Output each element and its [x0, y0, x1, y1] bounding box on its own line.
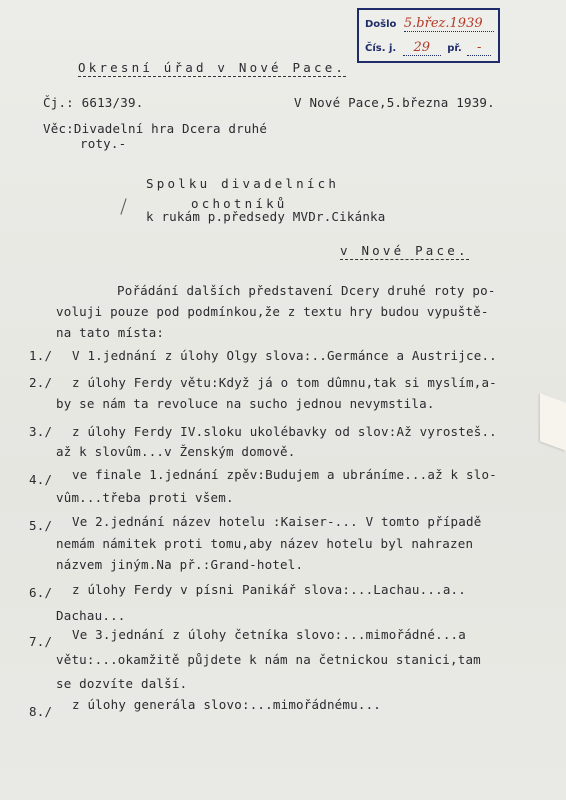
item-number: 5./ [29, 518, 53, 533]
item-line: větu:...okamžitě půjdete k nám na četnickou stanici,tam [56, 652, 481, 667]
item-number: 4./ [29, 472, 53, 487]
subject-line-2: roty.- [80, 136, 127, 151]
place-date: V Nové Pace,5.března 1939. [294, 95, 495, 110]
stamp-received-label: Došlo [365, 19, 397, 30]
item-line: z úlohy Ferdy v písni Panikář slova:...Lachau...a.. [72, 582, 467, 597]
stamp-number-label: Čís. j. [365, 43, 397, 54]
stamp-number-value: 29 [403, 40, 441, 56]
paper-tab [540, 393, 566, 450]
item-line: V 1.jednání z úlohy Olgy slova:..Germánce a Austrijce.. [72, 348, 497, 363]
intro-line-1: Pořádání dalších představení Dcery druhé roty po- [117, 283, 496, 298]
item-number: 1./ [29, 348, 53, 363]
item-line: Dachau... [56, 608, 126, 623]
item-number: 7./ [29, 634, 53, 649]
item-line: Ve 2.jednání název hotelu :Kaiser-... V tomto případě [72, 514, 482, 529]
reference-number: Čj.: 6613/39. [43, 95, 144, 110]
received-stamp [357, 8, 500, 63]
item-number: 2./ [29, 375, 53, 390]
item-line: ve finale 1.jednání zpěv:Budujem a ubráníme...až k slo- [72, 467, 497, 482]
stamp-attachment-label: př. [447, 43, 462, 54]
item-line: z úlohy Ferdy IV.sloku ukolébavky od slov:Až vyrosteš.. [72, 424, 497, 439]
pencil-mark [120, 198, 126, 214]
addressee-line-2: ochotníků [191, 196, 288, 211]
addressee-line-3: k rukám p.předsedy MVDr.Cikánka [146, 209, 386, 224]
item-line: názvem jiným.Na př.:Grand-hotel. [56, 557, 304, 572]
item-line: se dozvíte další. [56, 676, 188, 691]
item-line: vûm...třeba proti všem. [56, 490, 234, 505]
item-line: nemám námitek proti tomu,aby název hotelu byl nahrazen [56, 536, 474, 551]
stamp-attachment-value: - [467, 40, 491, 56]
intro-line-2: voluji pouze pod podmínkou,že z textu hry budou vypuště- [56, 304, 489, 319]
stamp-received-date: 5.břez.1939 [404, 16, 494, 32]
stamp-number-row [365, 40, 491, 56]
addressee-line-4: v Nové Pace. [340, 243, 469, 258]
item-line: Ve 3.jednání z úlohy četníka slovo:...mimořádné...a [72, 627, 467, 642]
item-line: z úlohy Ferdy větu:Když já o tom dûmnu,tak si myslím,a- [72, 375, 497, 390]
item-line: z úlohy generála slovo:...mimořádnému... [72, 697, 382, 712]
item-line: by se nám ta revoluce na sucho jednou nevymstila. [56, 396, 435, 411]
addressee-line-1: Spolku divadelních [146, 176, 340, 191]
office-heading: Okresní úřad v Nové Pace. [78, 60, 347, 75]
item-number: 6./ [29, 585, 53, 600]
item-number: 3./ [29, 424, 53, 439]
subject-line-1: Věc:Divadelní hra Dcera druhé [43, 121, 268, 136]
item-number: 8./ [29, 704, 53, 719]
item-line: až k slovûm...v Ženským domově. [56, 444, 296, 459]
stamp-received-row [365, 16, 494, 32]
intro-line-3: na tato místa: [56, 325, 165, 340]
